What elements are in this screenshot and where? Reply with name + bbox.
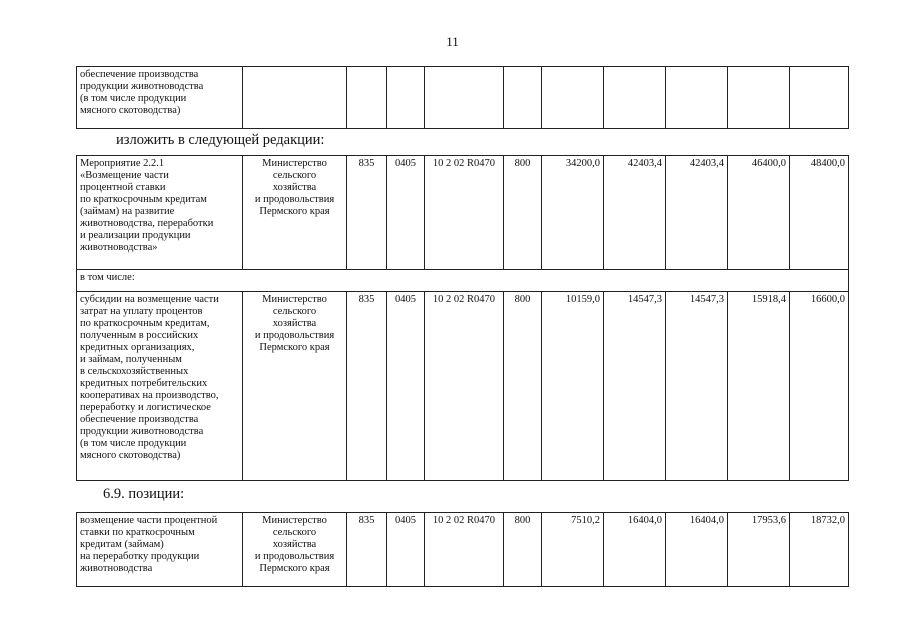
value-cell: [666, 67, 728, 129]
value-cell: 14547,3: [666, 292, 728, 481]
rzpr-cell: 0405: [387, 292, 425, 481]
activity-name-cell: субсидии на возмещение части затрат на уплату процентов по краткосрочным кредитам, полученным в российских кредитных организациях, и займам, полученным в сельскохозяйственных кредитных потребительских кооперативах на производство, переработку и логистическое обеспечение производства продукции животноводства (в том числе продукции мясного скотоводства): [77, 292, 243, 481]
table-row: [77, 292, 849, 481]
revision-heading: изложить в следующей редакции:: [116, 132, 325, 148]
csr-cell: 10 2 02 R0470: [425, 156, 504, 270]
rzpr-cell: 0405: [387, 513, 425, 587]
csr-cell: 10 2 02 R0470: [425, 513, 504, 587]
vr-cell: [504, 67, 542, 129]
executor-cell: Министерство сельского хозяйства и продовольствия Пермского края: [243, 156, 347, 270]
activity-name-cell: возмещение части процентной ставки по краткосрочным кредитам (займам) на переработку продукции животноводства: [77, 513, 243, 587]
table-positions: [76, 512, 849, 587]
value-cell: 16600,0: [790, 292, 849, 481]
executor-cell: Министерство сельского хозяйства и продовольствия Пермского края: [243, 513, 347, 587]
value-cell: 42403,4: [666, 156, 728, 270]
table-previous-row: [76, 66, 849, 129]
activity-name-cell: обеспечение производства продукции животноводства (в том числе продукции мясного скотоводства): [77, 67, 243, 129]
value-cell: [604, 67, 666, 129]
value-cell: 10159,0: [542, 292, 604, 481]
value-cell: 16404,0: [604, 513, 666, 587]
value-cell: 48400,0: [790, 156, 849, 270]
page-number: 11: [446, 34, 459, 49]
executor-cell: Министерство сельского хозяйства и продовольствия Пермского края: [243, 292, 347, 481]
value-cell: [542, 67, 604, 129]
csr-cell: 10 2 02 R0470: [425, 292, 504, 481]
activity-name-cell: Мероприятие 2.2.1 «Возмещение части процентной ставки по краткосрочным кредитам (займам) на развитие животноводства, переработки и реализации продукции животноводства»: [77, 156, 243, 270]
table-revision: [76, 155, 849, 481]
positions-heading: 6.9. позиции:: [103, 486, 185, 502]
grbs-cell: 835: [347, 513, 387, 587]
value-cell: 15918,4: [728, 292, 790, 481]
value-cell: [790, 67, 849, 129]
vr-cell: 800: [504, 292, 542, 481]
value-cell: [728, 67, 790, 129]
rzpr-cell: [387, 67, 425, 129]
subheading-cell: в том числе:: [77, 270, 849, 292]
vr-cell: 800: [504, 513, 542, 587]
value-cell: 46400,0: [728, 156, 790, 270]
csr-cell: [425, 67, 504, 129]
grbs-cell: [347, 67, 387, 129]
value-cell: 7510,2: [542, 513, 604, 587]
vr-cell: 800: [504, 156, 542, 270]
rzpr-cell: 0405: [387, 156, 425, 270]
executor-cell: [243, 67, 347, 129]
table-row: [77, 513, 849, 587]
grbs-cell: 835: [347, 292, 387, 481]
table-row: [77, 270, 849, 292]
table-row: [77, 156, 849, 270]
value-cell: 14547,3: [604, 292, 666, 481]
value-cell: 17953,6: [728, 513, 790, 587]
value-cell: 18732,0: [790, 513, 849, 587]
grbs-cell: 835: [347, 156, 387, 270]
table-row: [77, 67, 849, 129]
value-cell: 16404,0: [666, 513, 728, 587]
value-cell: 34200,0: [542, 156, 604, 270]
value-cell: 42403,4: [604, 156, 666, 270]
